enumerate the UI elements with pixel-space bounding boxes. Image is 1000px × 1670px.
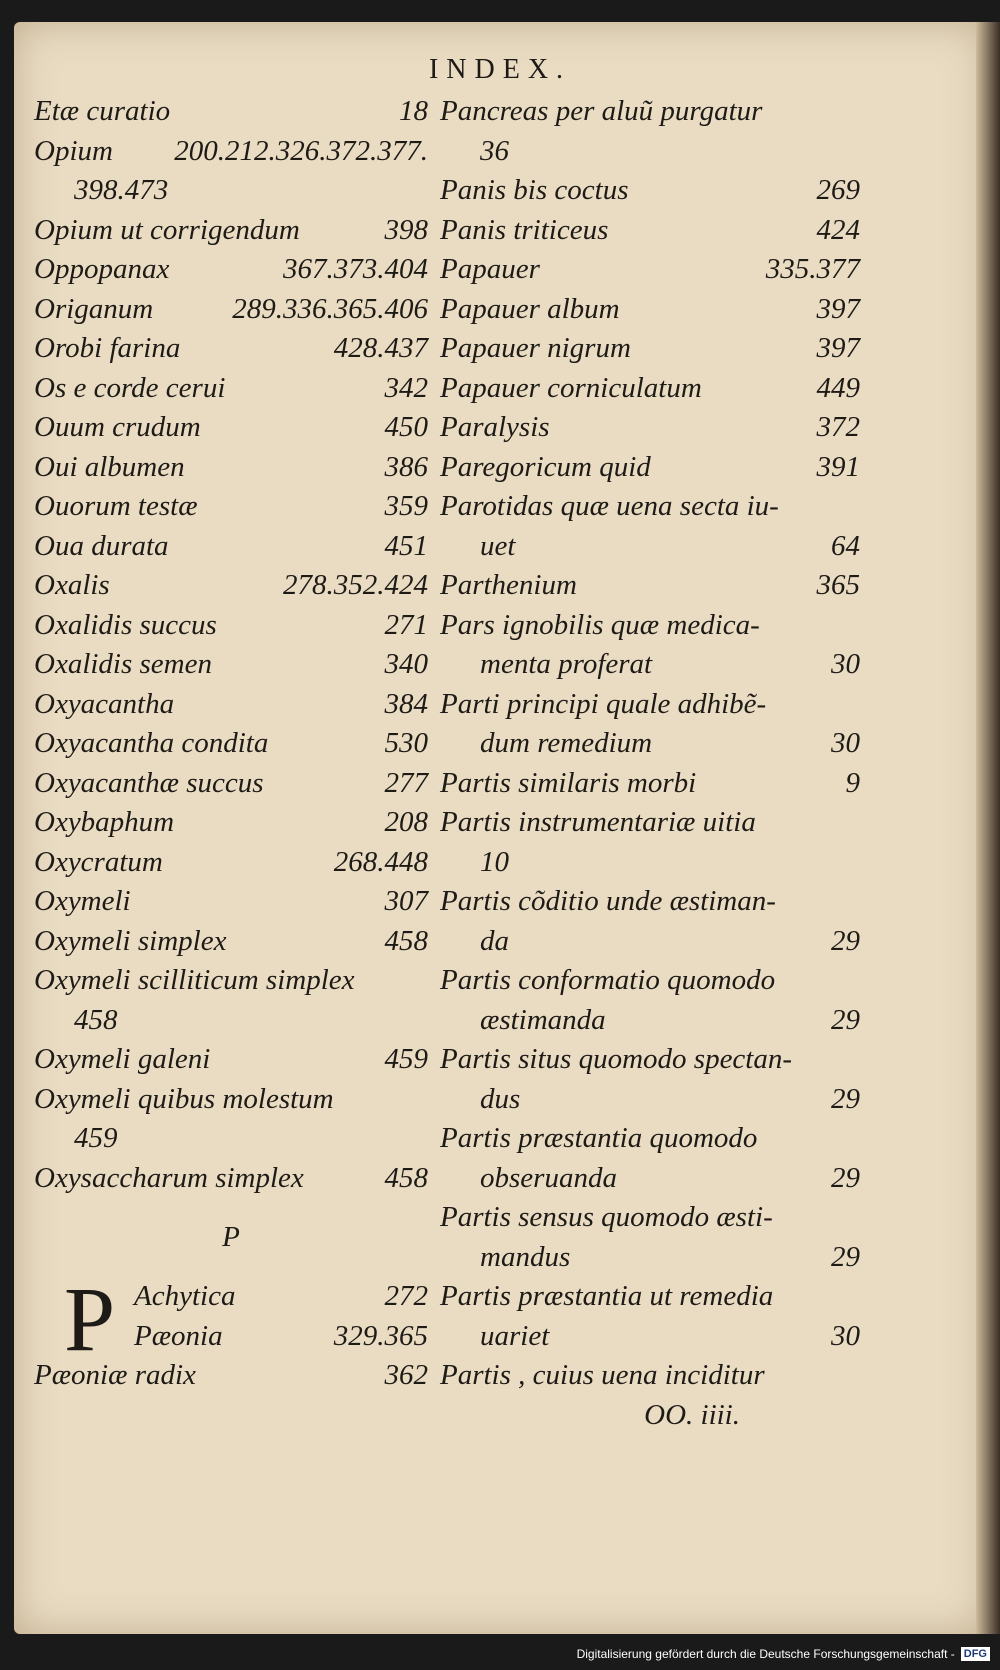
entry-pages: 29 (831, 1161, 860, 1194)
entry-term: dus (480, 1082, 521, 1115)
index-entry (34, 645, 428, 685)
entry-term: 458 (74, 1003, 118, 1036)
index-entry (34, 882, 428, 922)
entry-pages: 271 (384, 608, 428, 641)
entry-term: Partis similaris morbi (440, 766, 697, 799)
entry-pages: 277 (384, 766, 428, 799)
entry-term: Papauer album (440, 292, 620, 325)
index-entry (440, 685, 860, 725)
section-letter: P (222, 1221, 240, 1253)
entry-term: Opium (34, 134, 113, 167)
entry-term: Os e corde cerui (34, 371, 226, 404)
index-entry (34, 1001, 428, 1041)
entry-pages: 200.212.326.372.377. (174, 134, 428, 167)
entry-term: Partis sensus quomodo æsti- (440, 1201, 773, 1233)
index-entry (440, 487, 860, 527)
index-entry (34, 724, 428, 764)
entry-term: æstimanda (480, 1003, 606, 1036)
entry-term: Oxysaccharum simplex (34, 1161, 304, 1194)
entry-term: Origanum (34, 292, 154, 325)
index-entry (34, 803, 428, 843)
index-entry (34, 290, 428, 330)
index-entry (34, 448, 428, 488)
entry-pages: 428.437 (333, 332, 428, 364)
entry-pages: 359 (384, 490, 428, 522)
entry-pages: 365 (816, 569, 860, 601)
index-entry (34, 92, 428, 132)
index-entry (440, 92, 860, 132)
index-entry (34, 606, 428, 646)
entry-term: Oxymeli (34, 885, 131, 917)
entry-pages: 397 (816, 292, 860, 325)
entry-pages: 272 (384, 1280, 428, 1312)
index-entry (440, 1159, 860, 1199)
index-entry (34, 329, 428, 369)
entry-term: Panis triticeus (440, 213, 609, 246)
index-entry (34, 764, 428, 804)
left-column (34, 92, 428, 1396)
index-entry (440, 171, 860, 211)
entry-pages: 268.448 (333, 845, 428, 878)
entry-pages: 386 (384, 450, 428, 483)
index-entry (134, 1317, 428, 1357)
index-entry (440, 132, 860, 172)
entry-pages: 451 (384, 529, 428, 562)
entry-pages: 269 (816, 174, 860, 206)
index-entry (440, 566, 860, 606)
index-entry (440, 1198, 860, 1238)
entry-term: Orobi farina (34, 332, 181, 364)
index-entry (34, 1159, 428, 1199)
entry-term: Oxybaphum (34, 806, 175, 838)
entry-pages: 450 (384, 411, 428, 443)
entry-pages: 449 (816, 371, 860, 404)
index-entry (34, 961, 428, 1001)
entry-pages: 329.365 (333, 1319, 428, 1352)
entry-pages: 289.336.365.406 (232, 292, 428, 325)
entry-term: mandus (480, 1240, 571, 1273)
entry-term: Oxyacantha condita (34, 727, 269, 759)
entry-pages: 29 (831, 1082, 860, 1115)
entry-pages: 30 (831, 727, 860, 759)
entry-term: Etæ curatio (34, 95, 171, 127)
entry-term: Pæoniæ radix (34, 1359, 196, 1391)
entry-term: Oxycratum (34, 845, 163, 878)
entry-term: Oxymeli galeni (34, 1043, 211, 1075)
entry-term: Pars ignobilis quæ medica- (440, 608, 760, 641)
entry-pages: 307 (384, 885, 428, 917)
page-header: INDEX. (428, 54, 572, 85)
entry-term: 36 (480, 134, 509, 167)
entry-term: Oxyacantha (34, 687, 175, 720)
entry-term: menta proferat (480, 648, 653, 680)
entry-term: Pancreas per aluũ purgatur (440, 95, 763, 127)
index-entry (34, 685, 428, 725)
entry-pages: 29 (831, 1003, 860, 1036)
entry-pages: 372 (816, 411, 860, 443)
entry-term: Oxymeli scilliticum simplex (34, 964, 355, 996)
entry-pages: 384 (384, 687, 428, 720)
entry-pages: 64 (831, 529, 860, 562)
index-entry (440, 882, 860, 922)
entry-term: Partis conformatio quomodo (440, 964, 776, 996)
index-entry (440, 961, 860, 1001)
entry-term: Parti principi quale adhibẽ- (440, 687, 767, 720)
index-entry (34, 1040, 428, 1080)
index-entry (34, 369, 428, 409)
entry-term: Papauer corniculatum (440, 371, 702, 404)
entry-term: Panis bis coctus (440, 174, 629, 206)
entry-term: Pæonia (134, 1319, 223, 1352)
index-entry (440, 1277, 860, 1317)
index-entry (440, 843, 860, 883)
entry-term: Papauer nigrum (440, 332, 631, 364)
entry-pages: 208 (384, 806, 428, 838)
entry-term: Partis , cuius uena inciditur (440, 1359, 765, 1391)
digitization-footer (577, 1644, 990, 1664)
entry-term: Ouorum testæ (34, 490, 198, 522)
entry-pages: 458 (384, 924, 428, 957)
entry-pages: 30 (831, 1319, 860, 1352)
entry-pages: 530 (384, 727, 428, 759)
index-entry (440, 369, 860, 409)
entry-pages: 335.377 (765, 253, 860, 285)
entry-term: Opium ut corrigendum (34, 213, 300, 246)
entry-term: da (480, 924, 509, 957)
entry-term: Oxyacanthæ succus (34, 766, 264, 799)
page-edge (976, 22, 1000, 1634)
index-entry (34, 487, 428, 527)
index-entry (440, 1317, 860, 1357)
entry-term: uet (480, 529, 516, 562)
entry-term: Oxymeli simplex (34, 924, 227, 957)
entry-pages: 397 (816, 332, 860, 364)
entry-pages: 458 (384, 1161, 428, 1194)
footer-text: Digitalisierung gefördert durch die Deutsche Forschungsgemeinschaft - (576, 1647, 955, 1661)
index-entry (440, 764, 860, 804)
entry-pages: 29 (831, 1240, 860, 1273)
entry-pages: 9 (845, 766, 860, 799)
right-column (440, 92, 860, 1435)
index-entry (34, 922, 428, 962)
entry-pages: 398 (384, 213, 428, 246)
index-entry (134, 1277, 428, 1317)
dropcap-letter: P (64, 1268, 116, 1370)
entry-pages: 340 (384, 648, 428, 680)
entry-pages: 29 (831, 924, 860, 957)
index-entry (34, 843, 428, 883)
entry-term: Achytica (134, 1280, 236, 1312)
entry-term: uariet (480, 1319, 550, 1352)
index-entry (440, 645, 860, 685)
entry-term: Oui albumen (34, 450, 185, 483)
entry-term: Partis præstantia quomodo (440, 1122, 758, 1154)
index-entry (440, 1119, 860, 1159)
index-entry (34, 527, 428, 567)
index-entry (34, 566, 428, 606)
index-entry (440, 1356, 860, 1396)
index-entry (34, 408, 428, 448)
index-entry (440, 250, 860, 290)
entry-term: Oua durata (34, 529, 169, 562)
entry-pages: 18 (399, 95, 428, 127)
index-entry (440, 408, 860, 448)
index-entry (34, 211, 428, 251)
entry-term: Partis cõditio unde æstiman- (440, 885, 776, 917)
signature-mark: OO. iiii. (644, 1398, 740, 1431)
index-entry (34, 1080, 428, 1120)
entry-term: Parthenium (440, 569, 577, 601)
entry-pages: 362 (384, 1359, 428, 1391)
index-entry (440, 803, 860, 843)
entry-pages: 367.373.404 (283, 253, 428, 285)
index-entry (440, 211, 860, 251)
index-entry (440, 527, 860, 567)
index-entry (440, 606, 860, 646)
index-entry (34, 1356, 428, 1396)
entry-term: 398.473 (74, 174, 169, 206)
index-entry (440, 329, 860, 369)
index-entry (34, 250, 428, 290)
index-entry (440, 1001, 860, 1041)
entry-pages: 391 (816, 450, 860, 483)
index-entry (34, 171, 428, 211)
entry-term: Partis situs quomodo spectan- (440, 1043, 793, 1075)
entry-term: Oxymeli quibus molestum (34, 1082, 334, 1115)
entry-term: Ouum crudum (34, 411, 201, 443)
entry-term: Oxalis (34, 569, 110, 601)
entry-term: obseruanda (480, 1161, 617, 1194)
index-entry (34, 1119, 428, 1159)
index-entry (440, 1080, 860, 1120)
entry-pages: 30 (831, 648, 860, 680)
dropcap-block (34, 1268, 428, 1370)
entry-term: Oppopanax (34, 253, 170, 285)
index-entry (34, 132, 428, 172)
entry-term: Paralysis (440, 411, 550, 443)
entry-term: Parotidas quæ uena secta iu- (440, 490, 779, 522)
entry-term: Paregoricum quid (440, 450, 651, 483)
index-entry (440, 1238, 860, 1278)
entry-term: Partis præstantia ut remedia (440, 1280, 774, 1312)
entry-pages: 342 (384, 371, 428, 404)
dfg-logo: DFG (961, 1647, 990, 1661)
entry-term: Partis instrumentariæ uitia (440, 806, 756, 838)
entry-term: Oxalidis semen (34, 648, 212, 680)
entry-pages: 459 (384, 1043, 428, 1075)
entry-pages: 424 (816, 213, 860, 246)
entry-term: dum remedium (480, 727, 653, 759)
entry-term: Papauer (440, 253, 540, 285)
index-entry (440, 448, 860, 488)
entry-term: Oxalidis succus (34, 608, 217, 641)
entry-pages: 278.352.424 (283, 569, 428, 601)
index-entry (440, 290, 860, 330)
index-entry (440, 1040, 860, 1080)
entry-term: 459 (74, 1122, 118, 1154)
entry-term: 10 (480, 845, 509, 878)
index-entry (440, 922, 860, 962)
index-entry (440, 724, 860, 764)
